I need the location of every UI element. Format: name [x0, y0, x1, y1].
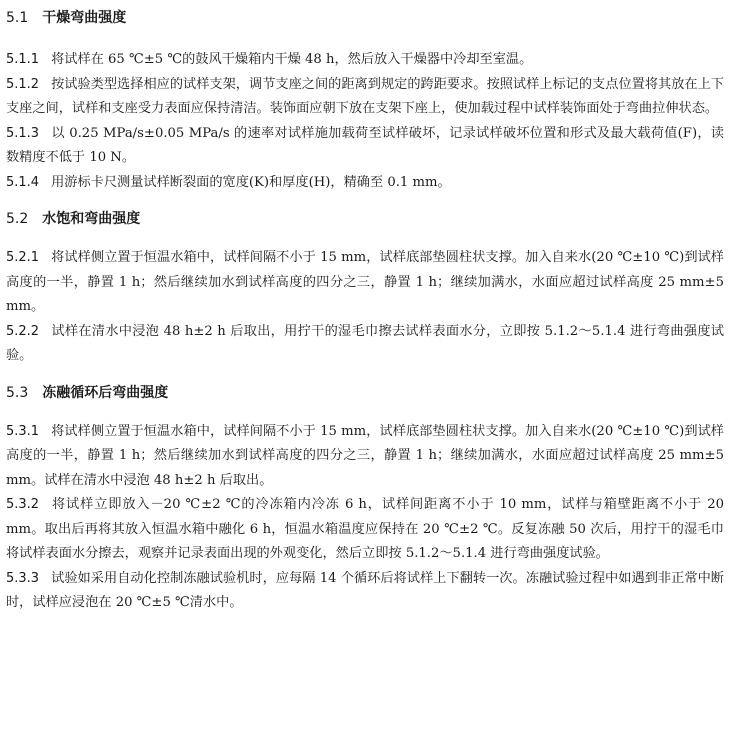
clause-text: 试验如采用自动化控制冻融试验机时，应每隔 14 个循环后将试样上下翻转一次。冻融试验过程中如遇到非正常中断时，试样应浸泡在 20 ℃±5 ℃清水中。 — [6, 570, 724, 610]
clause-text: 将试样立即放入－20 ℃±2 ℃的冷冻箱内冷冻 6 h，试样间距离不小于 10 mm，试样与箱壁距离不小于 20 mm。取出后再将其放入恒温水箱中融化 6 h，恒温水箱温度应保持在 20 ℃±2 ℃。反复冻融 50 次后，用拧干的湿毛巾将试样表面水分擦去，观察并记录表面出现的外观变化，然后立即按 5.1.2～5.1.4 进行弯曲强度试验。 — [6, 497, 724, 561]
clause-number: 5.3.1 — [6, 423, 40, 439]
clause — [6, 122, 724, 171]
section-title: 干燥弯曲强度 — [42, 10, 127, 26]
clause-number: 5.1.1 — [6, 52, 40, 67]
clause — [6, 246, 724, 320]
clause-text: 试样在清水中浸泡 48 h±2 h 后取出，用拧干的湿毛巾擦去试样表面水分，立即按 5.1.2～5.1.4 进行弯曲强度试验。 — [6, 323, 724, 363]
clause — [6, 48, 724, 73]
clause-number: 5.1.3 — [6, 125, 40, 141]
clause — [6, 567, 724, 616]
clause-number: 5.2.1 — [6, 250, 40, 265]
clause — [6, 171, 724, 196]
clause — [6, 493, 724, 567]
section-number: 5.3 — [6, 384, 29, 401]
clause-text: 将试样侧立置于恒温水箱中，试样间隔不小于 15 mm，试样底部垫圆柱状支撑。加入自来水(20 ℃±10 ℃)到试样高度的一半，静置 1 h；然后继续加水到试样高度的四分之三，静置 1 h；继续加满水，水面应超过试样高度 25 mm±5 mm。 — [6, 250, 724, 314]
clause — [6, 420, 724, 494]
clause — [6, 320, 724, 369]
clause-text: 将试样在 65 ℃±5 ℃的鼓风干燥箱内干燥 48 h，然后放入干燥器中冷却至室温。 — [51, 52, 533, 67]
clause-text: 按试验类型选择相应的试样支架，调节支座之间的距离到规定的跨距要求。按照试样上标记的支点位置将其放在上下支座之间，试样和支座受力表面应保持清洁。装饰面应朝下放在支架下座上，使加载过程中试样装饰面处于弯曲拉伸状态。 — [6, 76, 724, 116]
section-title: 冻融循环后弯曲强度 — [42, 384, 169, 401]
clause-number: 5.3.2 — [6, 497, 40, 512]
section-title: 水饱和弯曲强度 — [42, 211, 141, 227]
clause — [6, 73, 724, 122]
clause-number: 5.1.4 — [6, 174, 40, 190]
clause-number: 5.1.2 — [6, 76, 40, 92]
clause-text: 以 0.25 MPa/s±0.05 MPa/s 的速率对试样施加载荷至试样破坏，记录试样破坏位置和形式及最大载荷值(F)，读数精度不低于 10 N。 — [6, 125, 724, 165]
clause-text: 将试样侧立置于恒温水箱中，试样间隔不小于 15 mm，试样底部垫圆柱状支撑。加入自来水(20 ℃±10 ℃)到试样高度的一半，静置 1 h；然后继续加水到试样高度的四分之三，静置 1 h；继续加满水，水面应超过试样高度 25 mm±5 mm。试样在清水中浸泡 48 h±2 h 后取出。 — [6, 423, 724, 488]
clause-number: 5.3.3 — [6, 570, 40, 586]
section-heading — [6, 383, 724, 403]
section-number: 5.1 — [6, 10, 29, 26]
clause-text: 用游标卡尺测量试样断裂面的宽度(K)和厚度(H)，精确至 0.1 mm。 — [51, 174, 451, 190]
section-heading — [6, 8, 724, 28]
section-heading — [6, 209, 724, 229]
section-number: 5.2 — [6, 211, 29, 227]
clause-number: 5.2.2 — [6, 323, 40, 339]
